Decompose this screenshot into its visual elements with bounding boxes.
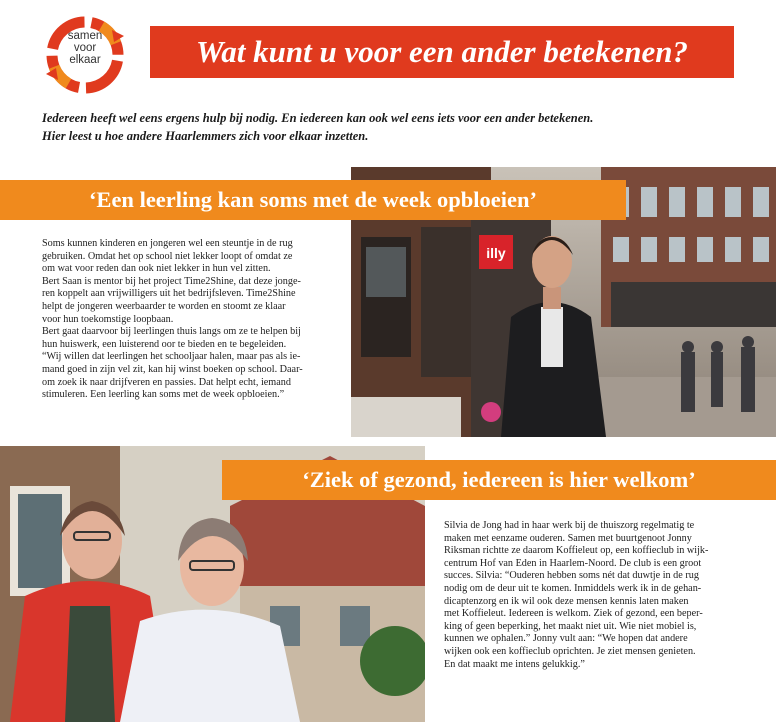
section2-line: met Koffieleut. Iedereen is welkom. Ziek of gezond, een beper- [444, 608, 703, 620]
section1-line: om wat voor reden dan ook niet lekker in hun vel zitten. [42, 263, 271, 275]
section1-line: om zoek ik naar drijfveren en passies. Dat helpt echt, iemand [42, 376, 291, 388]
section1-line: voor hun toekomstige loopbaan. [42, 313, 174, 325]
section1-heading: ‘Een leerling kan soms met de week opbloeien’ [88, 187, 538, 212]
page-title: Wat kunt u voor een ander betekenen? [196, 34, 688, 69]
section2-line: En dat maakt me intens gelukkig.” [444, 658, 585, 670]
section2-line: kunnen we ophalen.” Jonny vult aan: “We hopen dat andere [444, 633, 688, 645]
section2-heading: ‘Ziek of gezond, iedereen is hier welkom’ [302, 467, 696, 492]
intro-line-1: Iedereen heeft wel eens ergens hulp bij nodig. En iedereen kan ook wel eens iets voor een ander betekenen. [42, 111, 594, 125]
section1-line: mand goed in zijn vel zit, kan hij winst boeken op school. Daar- [42, 363, 303, 375]
title-banner [150, 26, 734, 78]
section2-line: centrum Hof van Eden in Haarlem-Noord. De club is een groot [444, 557, 702, 569]
section1-line: Bert Saan is mentor bij het project Time2Shine, dat deze jonge- [42, 275, 301, 287]
section1-line: gebruiken. Omdat het op school niet lekker loopt of omdat ze [42, 250, 293, 262]
section1-line: stimuleren. Een leerling kan soms met de week opbloeien.” [42, 389, 285, 401]
intro-line-2: Hier leest u hoe andere Haarlemmers zich voor elkaar inzetten. [42, 129, 369, 143]
section2-line: Riksman richtte ze daarom Koffieleut op, een koffieclub in wijk- [444, 545, 709, 557]
section2-line: Silvia de Jong had in haar werk bij de thuiszorg regelmatig te [444, 520, 695, 531]
section2-line: succes. Silvia: “Ouderen hebben soms nét dat duwtje in de rug [444, 570, 699, 582]
section1-line: “Wij willen dat leerlingen het schooljaar halen, maar pas als ie- [42, 351, 301, 363]
section2-line: maken met eenzame ouderen. Samen met buurtgenoot Jonny [444, 532, 692, 544]
section1-line: helpt de jongeren weerbaarder te worden en stoomt ze klaar [42, 300, 286, 312]
logo-line-1: samen [67, 30, 103, 42]
logo-text [40, 30, 130, 66]
section2-body [444, 520, 764, 671]
section1-heading-bar [0, 180, 626, 220]
section1-line: ren koppelt aan vrijwilligers uit het bedrijfsleven. Time2Shine [42, 288, 296, 300]
section2-line: dicaptenzorg en ik wil ook deze mensen kennis laten maken [444, 595, 689, 607]
section2-line: wijken ook een koffieclub oprichten. Je ziet mensen genieten. [444, 645, 696, 657]
intro-text [42, 109, 742, 145]
section1-body [42, 238, 352, 402]
section1-line: Bert gaat daarvoor bij leerlingen thuis langs om ze te helpen bij [42, 326, 301, 338]
section2-line: nodig om de deur uit te komen. Inmiddels werk ik in de gehan- [444, 582, 702, 594]
illy-sign-text: illy [486, 245, 506, 261]
section2-line: king of geen beperking, het maakt niet uit. Wie niet mobiel is, [444, 620, 697, 632]
logo-line-3: elkaar [69, 54, 101, 66]
section1-line: Soms kunnen kinderen en jongeren wel een steuntje in de rug [42, 238, 293, 249]
section2-heading-bar [222, 460, 776, 500]
logo-line-2: voor [73, 42, 97, 54]
section1-line: hun huiswerk, een luisterend oor te bieden en te begeleiden. [42, 338, 287, 350]
